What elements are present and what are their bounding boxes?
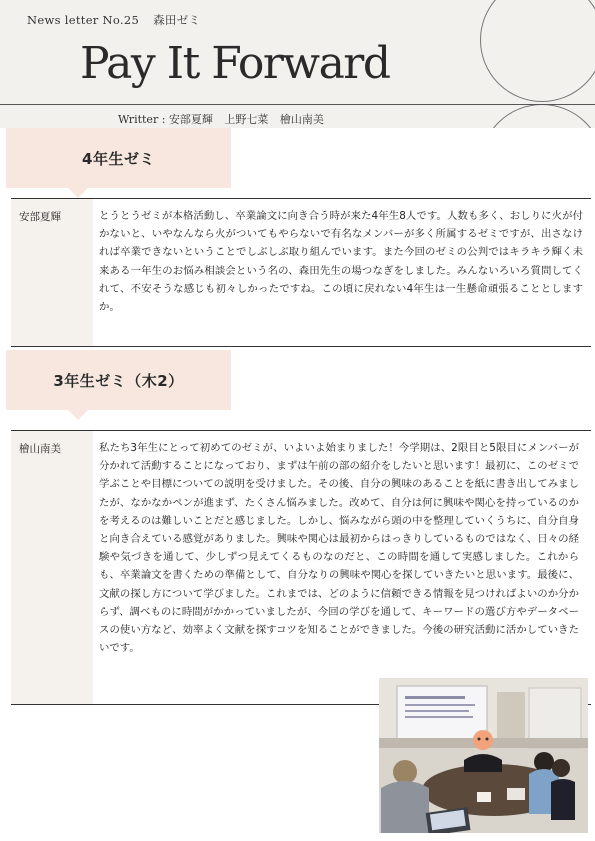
writer-name: 檜山南美: [279, 113, 324, 126]
author-column: [11, 199, 93, 346]
article-text: とうとうゼミが本格活動し、卒業論文に向き合う時が来た4年生8人です。人数も多く、おしりに火が付かないと、いやなんなら火がついてもやらないで有名なメンバーが多く所属するゼミですが、出さなければ卒業できないということでしぶしぶ取り組んでいます。また今回のゼミの公判ではキラキラ輝く未来ある一年生のお悩み相談会という名の、森田先生の場つなぎをしました。みんないろいろ質問してくれて、不安そうな感じも初々しかったですね。この頃に戻れない4年生は一生懸命頑張ることとしますか。: [99, 210, 583, 314]
issue-line: [27, 12, 210, 28]
newsletter-title: Pay It Forward: [80, 38, 390, 89]
author-name: 檜山南美: [19, 443, 61, 455]
author-name: 安部夏輝: [19, 211, 61, 223]
writer-line: [118, 111, 332, 127]
writer-label: Writter : 安部夏輝: [118, 113, 213, 126]
article-entry: [11, 430, 591, 705]
seminar-name: 森田ゼミ: [153, 13, 201, 27]
section-heading-tab: [6, 128, 231, 188]
seminar-photo: [379, 678, 588, 833]
decorative-circle: [480, 0, 595, 102]
writer-name: 上野七菜: [224, 113, 269, 126]
header-divider: [0, 104, 595, 105]
seminar-photo-illustration: [379, 678, 588, 833]
issue-number: News letter No.25: [27, 13, 140, 27]
article-text: 私たち3年生にとって初めてのゼミが、いよいよ始まりました！今学期は、2限目と5限目にメンバーが分かれて活動することになっており、まずは午前の部の紹介をしたいと思います！最初に、このゼミで学ぶことや目標についての説明を受けました。その後、自分の興味のあることを紙に書き出してみましたが、なかなかペンが進まず、たくさん悩みました。改めて、自分は何に興味や関心を持っているのかを考えるのは難しいことだと感じました。しかし、悩みながら頭の中を整理していくうちに、自分自身と向き合えている感覚がありました。興味や関心は最初からはっきりしているものではなく、日々の経験や気づきを通して、少しずつ見えてくるものなのだと、この時間を通して実感しました。これからも、卒業論文を書くための準備として、自分なりの興味や関心を探していきたいと思います。最後に、文献の探し方について学びました。これまでは、どのように信頼できる情報を見つければよいのか分からず、調べものに時間がかかっていましたが、今回の学びを通して、キーワードの選び方やデータベースの使い方など、効率よく文献を探すコツを知ることができました。今後の研究活動に活かしていきたいです。: [99, 442, 579, 655]
article-entry: [11, 198, 591, 347]
decorative-circle: [480, 104, 595, 128]
section-heading-tab: [6, 350, 231, 410]
newsletter-header: [0, 0, 595, 128]
section-heading: 3年生ゼミ（木2）: [53, 371, 184, 390]
section-heading: 4年生ゼミ: [82, 149, 155, 168]
author-column: [11, 431, 93, 704]
